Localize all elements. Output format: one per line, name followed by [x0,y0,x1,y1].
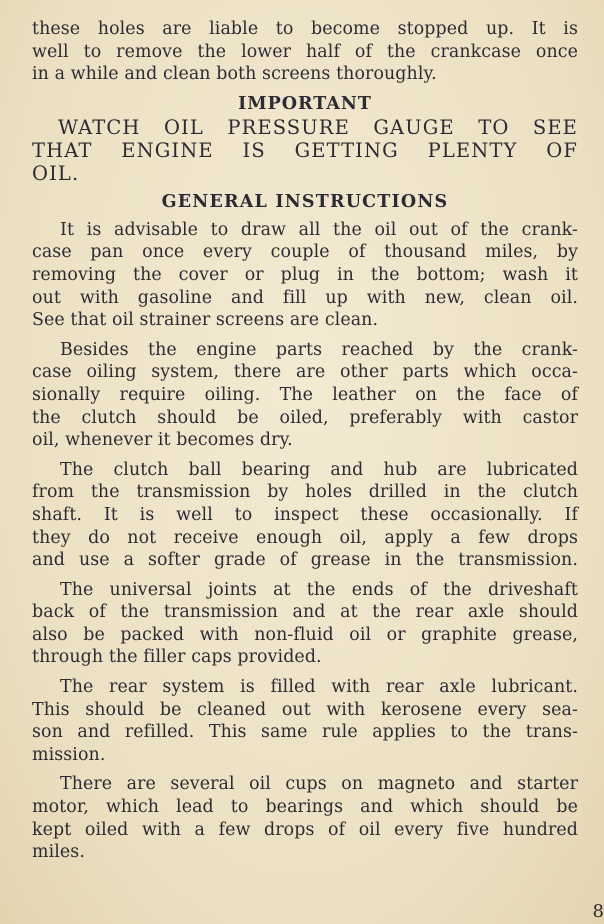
text-line: The rear system is filled with rear axle lubricant. [60,677,578,698]
text-line: they do not receive enough oil, apply a few drops [32,527,578,548]
text-line: mission. [32,744,106,765]
text-line: The clutch ball bearing and hub are lubricated [60,459,578,480]
text-line: oil, whenever it becomes dry. [32,430,293,451]
text-line: miles. [32,842,85,863]
text-line: case oiling system, there are other parts which occa- [32,362,578,383]
text-line: It is advisable to draw all the oil out of the crank- [60,219,578,240]
text-line: Besides the engine parts reached by the crank- [60,339,578,360]
text-line: There are several oil cups on magneto and starter [60,774,578,795]
text-line: from the transmission by holes drilled in the clutch [32,482,578,503]
opening-paragraph [32,18,578,86]
text-line: these holes are liable to become stopped up. It is [32,19,578,39]
book-page [32,18,578,871]
important-notice [32,116,578,185]
text-line: WATCH OIL PRESSURE GAUGE TO SEE [58,115,578,139]
general-instructions-heading: GENERAL INSTRUCTIONS [161,191,449,212]
text-line: in a while and clean both screens thoroughly. [32,64,437,85]
important-heading: IMPORTANT [238,93,372,114]
text-line: sionally require oiling. The leather on the face of [32,384,578,405]
text-line: through the filler caps provided. [32,647,322,668]
text-line: the clutch should be oiled, preferably with castor [32,407,578,428]
text-line: removing the cover or plug in the bottom; wash it [32,264,578,285]
page-number: 8 [592,901,604,922]
text-line: The universal joints at the ends of the driveshaft [60,579,578,600]
paragraph-universal-joints [32,579,578,669]
text-line: also be packed with non-fluid oil or graphite grease, [32,624,578,645]
text-line: motor, which lead to bearings and which should be [32,797,578,818]
paragraph-drain-oil [32,219,578,332]
text-line: OIL. [32,161,80,185]
text-line: son and refilled. This same rule applies to the trans- [32,722,578,743]
text-line: case pan once every couple of thousand miles, by [32,242,578,263]
paragraph-rear-system [32,676,578,766]
paragraph-oil-cups [32,773,578,863]
paragraph-clutch-bearing [32,459,578,572]
text-line: THAT ENGINE IS GETTING PLENTY OF [32,138,578,162]
text-line: See that oil strainer screens are clean. [32,310,379,331]
text-line: shaft. It is well to inspect these occasionally. If [32,504,578,525]
text-line: out with gasoline and fill up with new, clean oil. [32,287,578,308]
text-line: well to remove the lower half of the crankcase once [32,41,578,62]
text-line: This should be cleaned out with kerosene every sea- [32,699,578,720]
paragraph-other-parts [32,339,578,452]
text-line: kept oiled with a few drops of oil every five hundred [32,819,578,840]
text-line: back of the transmission and at the rear axle should [32,602,578,623]
text-line: and use a softer grade of grease in the transmission. [32,550,578,571]
